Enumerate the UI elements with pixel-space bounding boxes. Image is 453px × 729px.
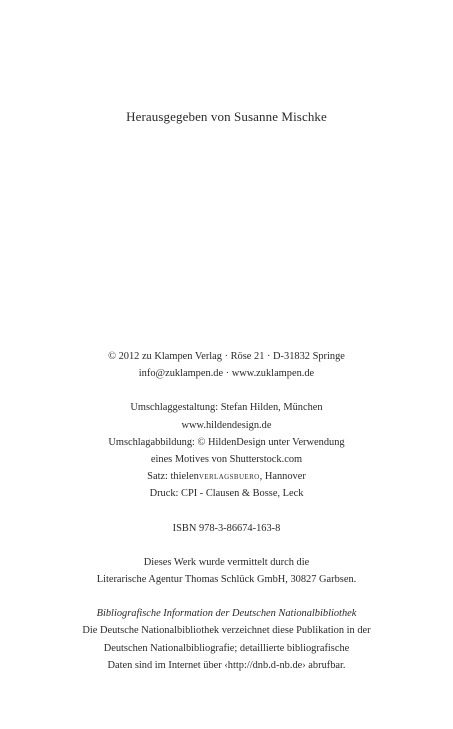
credits-block xyxy=(0,399,453,502)
cover-image-credit: Umschlagabbildung: © HildenDesign unter Verwendung xyxy=(108,436,345,448)
cover-design-url: www.hildendesign.de xyxy=(181,419,272,431)
imprint-block xyxy=(0,348,453,674)
agency-block xyxy=(0,554,453,588)
spacer xyxy=(0,503,453,520)
spacer xyxy=(0,537,453,554)
dnb-heading: Bibliografische Information der Deutschen Nationalbibliothek xyxy=(96,608,357,620)
copyright-line: © 2012 zu Klampen Verlag · Röse 21 · D-31832 Springe xyxy=(108,351,345,362)
isbn-block xyxy=(0,520,453,537)
spacer xyxy=(0,588,453,605)
spacer xyxy=(0,382,453,399)
typesetting-firm: verlagsbuero xyxy=(198,471,260,483)
cover-image-source: eines Motives von Shutterstock.com xyxy=(150,454,303,466)
printing-credit: Druck: CPI - Clausen & Bosse, Leck xyxy=(149,488,304,500)
isbn: ISBN 978-3-86674-163-8 xyxy=(172,522,281,534)
publisher-contact: info@zuklampen.de · www.zuklampen.de xyxy=(138,368,315,380)
publisher-block xyxy=(0,348,453,382)
dnb-line-3: Daten sind im Internet über ‹http://dnb.d-nb.de› abrufbar. xyxy=(107,659,346,671)
agency-line-2: Literarische Agentur Thomas Schlück GmbH, 30827 Garbsen. xyxy=(96,574,357,586)
typesetting-suffix: , Hannover xyxy=(259,471,306,483)
typesetting-prefix: Satz: thielen xyxy=(147,471,199,483)
dnb-line-1: Die Deutsche Nationalbibliothek verzeichnet diese Publikation in der xyxy=(82,625,371,637)
editor-line: Herausgegeben von Susanne Mischke xyxy=(126,109,327,124)
dnb-block xyxy=(0,605,453,674)
typesetting-credit xyxy=(0,468,453,485)
cover-design-credit: Umschlaggestaltung: Stefan Hilden, München xyxy=(130,402,323,414)
agency-line-1: Dieses Werk wurde vermittelt durch die xyxy=(143,556,310,568)
dnb-line-2: Deutschen Nationalbibliografie; detaillierte bibliografische xyxy=(103,642,350,654)
